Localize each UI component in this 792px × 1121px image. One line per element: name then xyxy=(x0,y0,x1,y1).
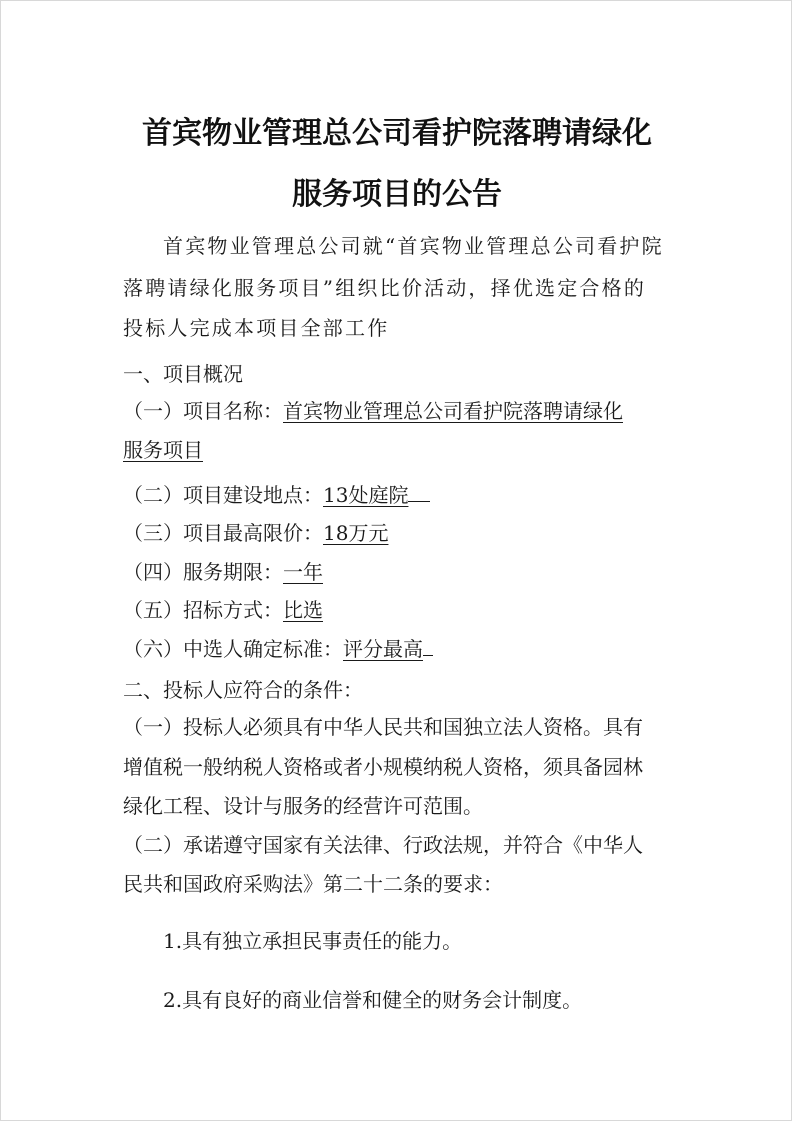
project-location-label: （二）项目建设地点： xyxy=(123,483,323,507)
project-price-value: 18万元 xyxy=(323,521,389,545)
bidding-method-value: 比选 xyxy=(283,598,323,622)
selection-criteria-value: 评分最高 xyxy=(343,637,423,661)
selection-criteria-row xyxy=(123,635,433,663)
project-location-row xyxy=(123,481,430,509)
requirement-item-1: 1.具有独立承担民事责任的能力。 xyxy=(163,929,463,953)
section-2-heading: 二、投标人应符合的条件： xyxy=(123,678,363,702)
condition-2-line-1: （二）承诺遵守国家有关法律、行政法规，并符合《中华人 xyxy=(123,833,643,857)
intro-line-3: 投标人完成本项目全部工作 xyxy=(123,316,390,340)
project-name-label: （一）项目名称： xyxy=(123,399,283,423)
underline-blank xyxy=(423,635,433,656)
project-name-value: 首宾物业管理总公司看护院落聘请绿化 xyxy=(283,399,623,423)
condition-2-line-2: 民共和国政府采购法》第二十二条的要求： xyxy=(123,872,503,896)
document-title-line-2: 服务项目的公告 xyxy=(292,177,502,212)
section-1-heading: 一、项目概况 xyxy=(123,362,243,386)
condition-1-line-3: 绿化工程、设计与服务的经营许可范围。 xyxy=(123,794,483,818)
condition-1-line-2: 增值税一般纳税人资格或者小规模纳税人资格，须具备园林 xyxy=(123,755,643,779)
requirement-item-2: 2.具有良好的商业信誉和健全的财务会计制度。 xyxy=(163,988,583,1012)
selection-criteria-label: （六）中选人确定标准： xyxy=(123,637,343,661)
service-period-row xyxy=(123,558,323,586)
intro-line-2: 落聘请绿化服务项目”组织比价活动，择优选定合格的 xyxy=(123,276,647,300)
bidding-method-label: （五）招标方式： xyxy=(123,598,283,622)
project-name-row xyxy=(123,397,623,425)
project-name-value-cont: 服务项目 xyxy=(123,438,203,462)
project-name-row-cont xyxy=(123,436,203,464)
service-period-label: （四）服务期限： xyxy=(123,560,283,584)
project-location-value: 13处庭院 xyxy=(323,483,409,507)
project-price-label: （三）项目最高限价： xyxy=(123,521,323,545)
underline-blank xyxy=(408,481,430,502)
bidding-method-row xyxy=(123,596,323,624)
condition-1-line-1: （一）投标人必须具有中华人民共和国独立法人资格。具有 xyxy=(123,715,643,739)
document-title-line-1: 首宾物业管理总公司看护院落聘请绿化 xyxy=(142,116,652,151)
service-period-value: 一年 xyxy=(283,560,323,584)
project-price-row xyxy=(123,519,388,547)
intro-line-1: 首宾物业管理总公司就“首宾物业管理总公司看护院 xyxy=(163,234,664,258)
